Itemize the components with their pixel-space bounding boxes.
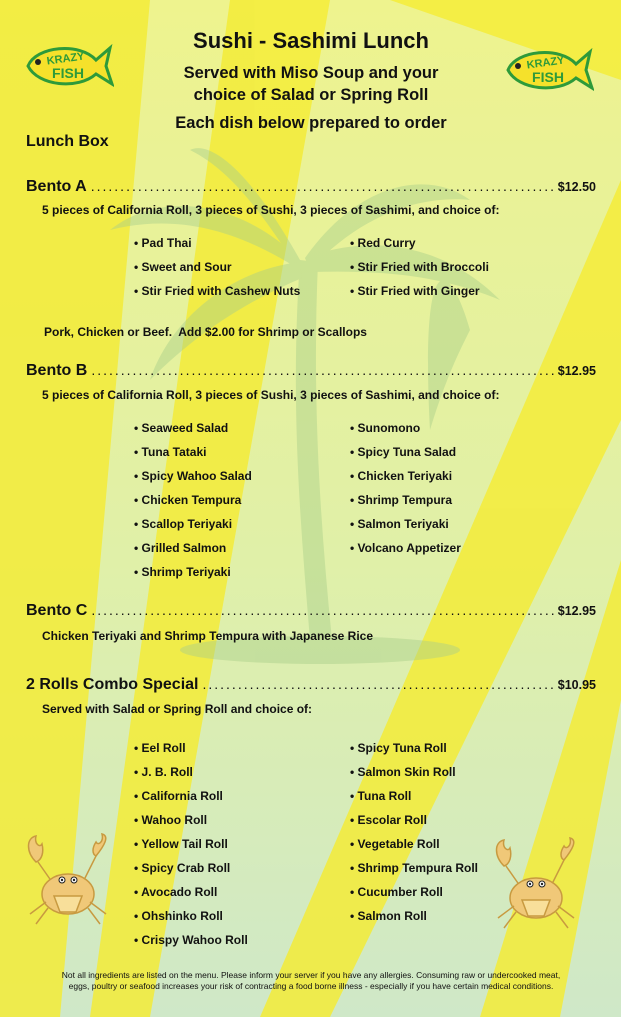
list-item: • Stir Fried with Cashew Nuts — [134, 279, 300, 303]
list-item: • Escolar Roll — [350, 808, 478, 832]
dot-leader — [91, 602, 553, 618]
list-item: • Avocado Roll — [134, 880, 248, 904]
item-name: 2 Rolls Combo Special — [26, 676, 199, 693]
rolls-combo-header — [26, 676, 596, 694]
disclaimer-line: Not all ingredients are listed on the menu. Please inform your server if you have any allergies. Consuming raw or undercooked meat, — [61, 970, 561, 980]
list-item: • Stir Fried with Broccoli — [350, 255, 489, 279]
menu-title: Sushi - Sashimi Lunch — [193, 28, 429, 53]
list-item: • Eel Roll — [134, 736, 248, 760]
allergy-disclaimer — [30, 970, 592, 992]
list-item: • Sunomono — [350, 416, 461, 440]
list-item: • Spicy Wahoo Salad — [134, 464, 252, 488]
list-item: • Seaweed Salad — [134, 416, 252, 440]
subtitle-line: Served with Miso Soup and your — [183, 64, 439, 82]
list-item: • Ohshinko Roll — [134, 904, 248, 928]
svg-text:KRAZY: KRAZY — [45, 50, 86, 68]
dot-leader — [91, 362, 553, 378]
subtitle-line: choice of Salad or Spring Roll — [193, 86, 429, 104]
svg-text:FISH: FISH — [532, 69, 564, 85]
item-description: 5 pieces of California Roll, 3 pieces of Sushi, 3 pieces of Sashimi, and choice of: — [42, 388, 500, 402]
choices-right — [350, 736, 478, 928]
bento-c-header — [26, 602, 596, 620]
list-item: • Shrimp Teriyaki — [134, 560, 252, 584]
bento-b-header — [26, 362, 596, 380]
list-item: • Crispy Wahoo Roll — [134, 928, 248, 952]
list-item: • Volcano Appetizer — [350, 536, 461, 560]
list-item: • Wahoo Roll — [134, 808, 248, 832]
krazy-fish-logo-icon — [22, 40, 114, 92]
list-item: • Spicy Tuna Roll — [350, 736, 478, 760]
item-name: Bento C — [26, 602, 88, 619]
list-item: • Salmon Skin Roll — [350, 760, 478, 784]
disclaimer-line: eggs, poultry or seafood increases your risk of contracting a food borne illness - especially if you have certain medical conditions. — [68, 981, 554, 991]
crab-icon — [18, 832, 118, 932]
choices-right — [350, 231, 489, 303]
bento-a-header — [26, 178, 596, 196]
crab-icon — [486, 836, 586, 936]
item-price: $12.95 — [557, 604, 596, 618]
section-label: Lunch Box — [26, 133, 109, 150]
menu-subtitle — [130, 62, 492, 106]
list-item: • Shrimp Tempura Roll — [350, 856, 478, 880]
list-item: • Pad Thai — [134, 231, 300, 255]
dot-leader — [91, 178, 554, 194]
svg-text:FISH: FISH — [52, 65, 84, 81]
list-item: • Stir Fried with Ginger — [350, 279, 489, 303]
prepared-note: Each dish below prepared to order — [175, 114, 447, 132]
list-item: • Salmon Teriyaki — [350, 512, 461, 536]
bento-a-note: Pork, Chicken or Beef. Add $2.00 for Shrimp or Scallops — [44, 325, 367, 339]
list-item: • Chicken Tempura — [134, 488, 252, 512]
list-item: • Tuna Tataki — [134, 440, 252, 464]
list-item: • Salmon Roll — [350, 904, 478, 928]
list-item: • Yellow Tail Roll — [134, 832, 248, 856]
list-item: • J. B. Roll — [134, 760, 248, 784]
item-price: $12.95 — [557, 364, 596, 378]
list-item: • Grilled Salmon — [134, 536, 252, 560]
list-item: • Spicy Crab Roll — [134, 856, 248, 880]
list-item: • Cucumber Roll — [350, 880, 478, 904]
list-item: • Sweet and Sour — [134, 255, 300, 279]
list-item: • Chicken Teriyaki — [350, 464, 461, 488]
choices-left — [134, 416, 252, 584]
dot-leader — [202, 676, 553, 692]
item-description: Served with Salad or Spring Roll and choice of: — [42, 702, 313, 716]
item-price: $12.50 — [557, 180, 596, 194]
choices-left — [134, 736, 248, 952]
choices-right — [350, 416, 461, 560]
item-price: $10.95 — [557, 678, 596, 692]
svg-text:KRAZY: KRAZY — [525, 54, 566, 72]
item-description: Chicken Teriyaki and Shrimp Tempura with Japanese Rice — [42, 629, 373, 643]
list-item: • Tuna Roll — [350, 784, 478, 808]
list-item: • Red Curry — [350, 231, 489, 255]
list-item: • California Roll — [134, 784, 248, 808]
choices-left — [134, 231, 300, 303]
list-item: • Shrimp Tempura — [350, 488, 461, 512]
item-name: Bento A — [26, 178, 87, 195]
list-item: • Spicy Tuna Salad — [350, 440, 461, 464]
list-item: • Scallop Teriyaki — [134, 512, 252, 536]
item-name: Bento B — [26, 362, 88, 379]
item-description: 5 pieces of California Roll, 3 pieces of Sushi, 3 pieces of Sashimi, and choice of: — [42, 203, 500, 217]
krazy-fish-logo-icon — [502, 44, 594, 96]
list-item: • Vegetable Roll — [350, 832, 478, 856]
